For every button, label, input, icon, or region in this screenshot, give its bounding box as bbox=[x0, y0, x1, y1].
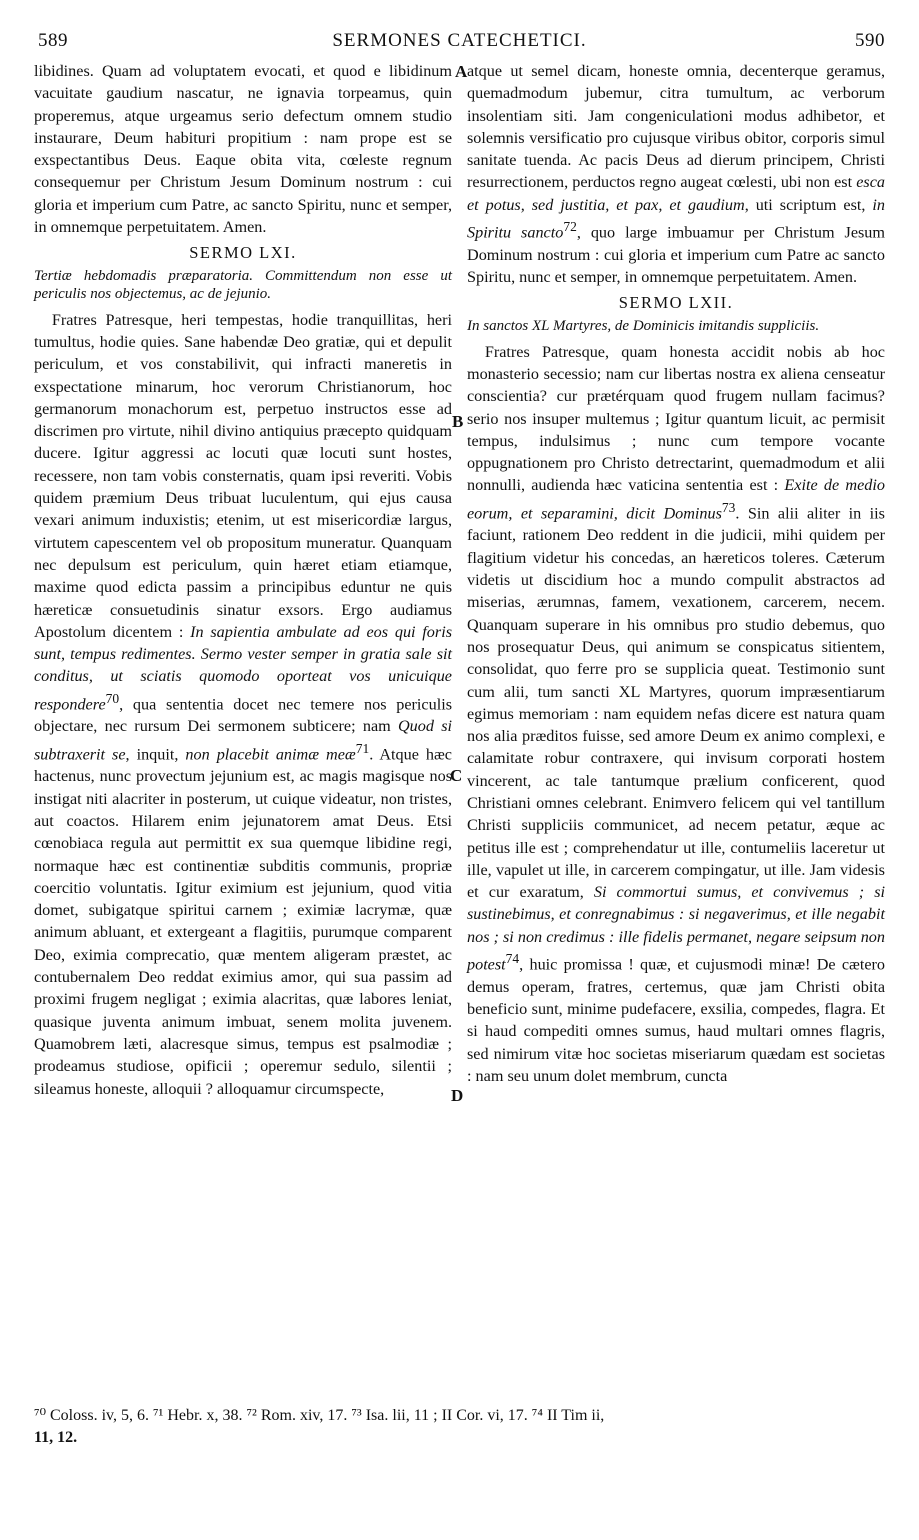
sermon-subtitle-lxi: Tertiæ hebdomadis præparatoria. Committendum non esse ut periculis nos objectemus, ac de jejunio. bbox=[34, 267, 452, 302]
footnote-ref-71: 71 bbox=[355, 740, 370, 756]
footnote-line-1: ⁷⁰ Coloss. iv, 5, 6. ⁷¹ Hebr. x, 38. ⁷² Rom. xiv, 17. ⁷³ Isa. lii, 11 ; II Cor. vi, 17. ⁷⁴ II Tim ii, bbox=[34, 1407, 605, 1424]
body-text: , inquit, bbox=[125, 745, 186, 764]
sermon-subtitle-lxii: In sanctos XL Martyres, de Dominicis imitandis suppliciis. bbox=[467, 317, 820, 334]
scripture-quote: esca et potus, sed justitia, et pax, et gaudium bbox=[467, 173, 885, 214]
running-title: SERMONES CATECHETICI. bbox=[332, 30, 587, 51]
scripture-quote: Exite de medio eorum, et separamini, dicit Dominus bbox=[467, 476, 885, 523]
scripture-quote: In sapientia ambulate ad eos qui foris sunt, tempus redimentes. Sermo vester semper in gratia sale sit conditus, ut sciatis quomodo oporteat vos unicuique respondere bbox=[34, 622, 452, 714]
body-text: Fratres Patresque, quam honesta accidit nobis ab hoc monasterio secessio; nam cur libertas nostra ex aliena censeatur conscientia? cur prætérquam quod frugem nullam facimus? serio nos insuper multemus ; Igitur quantum licuit, ac permisit tempus, indulsimus ; nunc cum tempore vocante oppugnationem pro Christo detrectarint, quemadmodum et alii nonnulli, audienda hæc vaticina sententia est : bbox=[467, 342, 885, 495]
footnote-ref-74: 74 bbox=[505, 951, 520, 967]
body-text: Fratres Patresque, heri tempestas, hodie tranquillitas, heri tumultus, hodie quies. Sane habendæ Deo gratiæ, qui et depulit periculum, et vos constabilivit, qui infracti maneretis in exspectatione minarum, hoc verorum Christianorum, hoc germanorum monachorum est, perpetuo instructos esse ad discrimen pro virtute, nihil divino antiquius præcepto quidquam ducere. Igitur aggressi ac locuti quæ locuti sunt hostes, recessere, non tam vobis consternatis, quam ipsi reveriti. Vobis quidem præmium Deus tribuat luculentum, qui ejus causa vexari animum induxistis; etenim, ut est misericordiæ largus, virtutem capescentem vel ob propositum muneratur. Quanquam nec depulsum est periculum, quin hæret etiam etiamque, maxime quod edicta passim a principibus eduntur ne quis hæreticæ consuetudinis sinatur exsors. Ergo audiamus Apostolum dicentem : bbox=[34, 310, 452, 641]
right-column bbox=[467, 60, 885, 1087]
body-text: , huic promissa ! quæ, et cujusmodi minæ! De cætero demus operam, fratres, certemus, quæ jam Christi obita beneficio sunt, minime pudefacere, exsilia, compedes, flagra. Et si haud compediti omnes sumus, haud multari omnes flagris, sed nimirum vitæ hoc societas miseriarum quædam est societas : nam seu unum dolet membrum, cuncta bbox=[467, 955, 885, 1085]
margin-marker-b: B bbox=[452, 412, 464, 431]
scripture-quote: in Spiritu sancto bbox=[467, 195, 885, 242]
scripture-quote: Si commortui sumus, et convivemus ; si sustinebimus, et conregnabimus : si negaverimus, et ille negabit nos ; si non credimus : ille fidelis permanet, negare seipsum non potest bbox=[467, 883, 885, 974]
page-number-right: 590 bbox=[855, 30, 885, 51]
footnotes bbox=[34, 1405, 884, 1449]
sermon-heading-lxii: SERMO LXII. bbox=[618, 293, 734, 313]
footnote-line-2: 11, 12. bbox=[34, 1429, 78, 1446]
body-text: , quo large imbuamur per Christum Jesum Dominum nostrum : cui gloria et imperium cum Patre ac sancto Spiritu, nunc et semper, in omnemque perpetuitatem. Amen. bbox=[467, 223, 885, 287]
body-text: , uti scriptum est, bbox=[744, 195, 873, 214]
body-text: . Atque hæc hactenus, nunc provectum jejunium est, ac magis magisque nos instigat niti alacriter in posterum, ut cuique videatur, non tristes, aut coactos. Hilarem enim jejunatorem amat Deus. Etsi cœnobiaca regula aut permittit ex sua quemque libidine regi, normaque hæc est continentiæ subditis communis, propriæ coercitio voluntatis. Igitur eximium est jejunium, quod vitia domet, subigatque spiritui carnem ; eximiæ lacrymæ, quæ animum abluant, et extergeant a flagitiis, purumque comparent Deo, eximia comprecatio, quæ mentem aligeram præstet, ac contubernalem Deo reddat eximius amor, qui sua passim ad proximi frugem negligat ; eximia alacritas, quæ labores leniat, quasique juventa animum imbuat, senem molita juvenem. Quamobrem læti, alacresque simus, tempus est psalmodiæ ; prodeamus studiose, opificii ; operemur sedulo, silentii ; sileamus honeste, alloquii ? alloquamur circumspecte, bbox=[34, 745, 452, 1098]
sermon-lxii-body bbox=[467, 341, 885, 1088]
paragraph-end-previous-sermon: libidines. Quam ad voluptatem evocati, et quod e libidinum vacuitate gaudium nascatur, ne ignavia torpeamus, quin properemus, atque urgeamus serio defectum omnem studio instaurare, Deum habituri propitium : nam prope est se exspectantibus Deus. Eaque obita vita, cœleste regnum consequemur per Christum Jesum Dominum nostrum : cui gloria et imperium cum Patre, ac sancto Spiritu, nunc et semper, in omnemque perpetuitatem. Amen. bbox=[34, 62, 452, 237]
margin-marker-d: D bbox=[451, 1086, 464, 1105]
margin-marker-c: C bbox=[450, 766, 463, 785]
body-text: , qua sententia docet nec temere nos periculis objectare, nec rursum Dei sermonem subticere; nam bbox=[34, 695, 452, 736]
left-column bbox=[34, 60, 452, 1100]
body-text: atque ut semel dicam, honeste omnia, decenterque geramus, quemadmodum jubemur, citra tumultum, ac verborum insolentiam siti. Jam congeniculationi modus adhibetor, et solemnis versificatio pro cujusque viribus obitor, corporis simul sanitate tuenda. Ac pacis Deus ad dierum principem, Christi resurrectionem, perductos regno augeat cœlesti, ubi non est bbox=[467, 62, 885, 192]
margin-marker-a: A bbox=[455, 62, 468, 81]
page-number-left: 589 bbox=[38, 30, 68, 51]
footnote-ref-72: 72 bbox=[563, 219, 577, 235]
sermon-lxi-body bbox=[34, 309, 452, 1100]
scripture-quote: non placebit animæ meæ bbox=[185, 745, 356, 764]
sermon-heading-lxi: SERMO LXI. bbox=[189, 243, 297, 263]
sermon-lxi-conclusion bbox=[467, 60, 885, 288]
footnote-ref-73: 73 bbox=[721, 499, 736, 515]
body-text: . Sin alii aliter in iis faciunt, rationem Deo reddent in die judicii, mihi quidem per flagitium videtur his concedas, an hæreticos toleres. Cæterum videtis ut discidium hoc a mundo compulit abstractos ad miserias, ærumnas, famem, vexationem, carcerem, necem. Quanquam superare in his omnibus pro studio debemus, quo nos prosequatur Deus, qui animum se conspicatus sitientem, consolidat, quo ferre pro se supplicia queat. Testimonio sunt cum alii, tum sancti XL Martyres, quorum impræsentiarum egimus memoriam : nam equidem nefas dicere est natura quam nos alia præditos fuisse, sed amore Deum ex animo complexi, e calamitate robur contraxere, qui invisum corporati hostem vincerent, ac tale tantumque prælium conficerent, quod Christiani omnes celebrant. Enimvero felicem qui vel tantillum Christi suppliciis communicet, ad necem petatur, æque ac petitus ille est ; comprehendatur ut ille, contumeliis laceretur ut ille, vapulet ut ille, in carcerem compingatur, ut ille. Jam videsis et cur exaratum, bbox=[467, 504, 885, 902]
footnote-ref-70: 70 bbox=[105, 690, 120, 706]
scripture-quote: Quod si subtraxerit se bbox=[34, 717, 452, 764]
